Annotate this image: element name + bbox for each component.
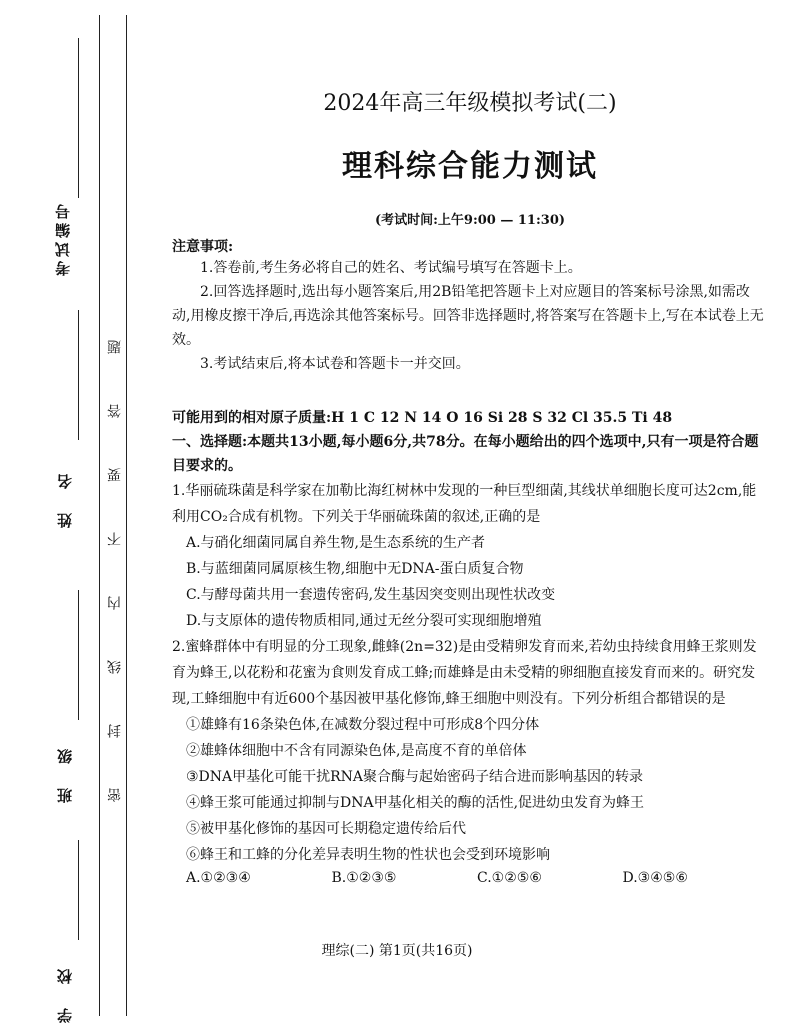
name-blank [78, 310, 79, 440]
q2-statement-4: ④蜂王浆可能通过抑制与DNA甲基化相关的酶的活性,促进幼虫发育为蜂王 [186, 795, 645, 811]
exam-no-label: 考试编号 [54, 200, 72, 276]
school-label: 学校 [56, 945, 74, 1023]
notes-heading: 注意事项: [172, 239, 234, 255]
q2-choice-c: C.①②⑤⑥ [477, 870, 542, 886]
q1-option-d: D.与支原体的遗传物质相同,通过无丝分裂可实现细胞增殖 [186, 613, 542, 629]
school-blank [78, 840, 79, 940]
name-label: 姓名 [56, 450, 74, 528]
q1-option-b: B.与蓝细菌同属原核生物,细胞中无DNA-蛋白质复合物 [186, 561, 524, 577]
q2-choice-d: D.③④⑤⑥ [622, 870, 688, 886]
note-3: 3.考试结束后,将本试卷和答题卡一并交回。 [200, 356, 470, 372]
q2-statement-2: ②雄蜂体细胞中不含有同源染色体,是高度不育的单倍体 [186, 743, 527, 759]
q1-option-c: C.与酵母菌共用一套遗传密码,发生基因突变则出现性状改变 [186, 587, 556, 603]
exam-title: 2024年高三年级模拟考试(二) [323, 91, 617, 116]
section-1-heading: 一、选择题:本题共13小题,每小题6分,共78分。在每小题给出的四个选项中,只有一项是符合题目要求的。 [172, 434, 759, 474]
binding-margin [40, 0, 80, 1036]
question-2-stem: 2.蜜蜂群体中有明显的分工现象,雌蜂(2n=32)是由受精卵发育而来,若幼虫持续食用蜂王浆则发育为蜂王,以花粉和花蜜为食则发育成工蜂;而雄蜂是由未受精的卵细胞直接发育而来的。研究发现,工蜂细胞中有近600个基因被甲基化修饰,蜂王细胞中则没有。下列分析组合都错误的是 [172, 639, 757, 707]
q2-choice-a: A.①②③④ [186, 870, 251, 886]
question-1-stem: 1.华丽硫珠菌是科学家在加勒比海红树林中发现的一种巨型细菌,其线状单细胞长度可达2cm,能利用CO₂合成有机物。下列关于华丽硫珠菌的叙述,正确的是 [172, 483, 757, 525]
seal-line-right [126, 15, 127, 1016]
note-2: 2.回答选择题时,选出每小题答案后,用2B铅笔把答题卡上对应题目的答案标号涂黑,如需改动,用橡皮擦干净后,再选涂其他答案标号。回答非选择题时,将答案写在答题卡上,写在本试卷上无效。 [172, 284, 764, 348]
seal-line-left [99, 15, 100, 1016]
q2-choice-b: B.①②③⑤ [331, 870, 397, 886]
subject-title: 理科综合能力测试 [342, 149, 598, 184]
class-blank [78, 590, 79, 720]
atomic-masses: 可能用到的相对原子质量:H 1 C 12 N 14 O 16 Si 28 S 32 Cl 35.5 Ti 48 [172, 410, 673, 426]
q2-statement-5: ⑤被甲基化修饰的基因可长期稳定遗传给后代 [186, 821, 466, 837]
page-content [172, 80, 768, 886]
q2-statement-3: ③DNA甲基化可能干扰RNA聚合酶与起始密码子结合进而影响基因的转录 [186, 769, 644, 785]
note-1: 1.答卷前,考生务必将自己的姓名、考试编号填写在答题卡上。 [200, 260, 582, 276]
q2-statement-6: ⑥蜂王和工蜂的分化差异表明生物的性状也会受到环境影响 [186, 847, 550, 863]
exam-no-blank [78, 38, 79, 198]
q1-option-a: A.与硝化细菌同属自养生物,是生态系统的生产者 [186, 535, 486, 551]
exam-time: (考试时间:上午9:00 — 11:30) [374, 213, 566, 228]
q2-choices [172, 870, 768, 886]
seal-text: 密封线内不要答题 [107, 290, 123, 802]
page-footer: 理综(二) 第1页(共16页) [321, 943, 473, 959]
q2-statement-1: ①雄蜂有16条染色体,在减数分裂过程中可形成8个四分体 [186, 717, 540, 733]
class-label: 班级 [56, 725, 74, 803]
